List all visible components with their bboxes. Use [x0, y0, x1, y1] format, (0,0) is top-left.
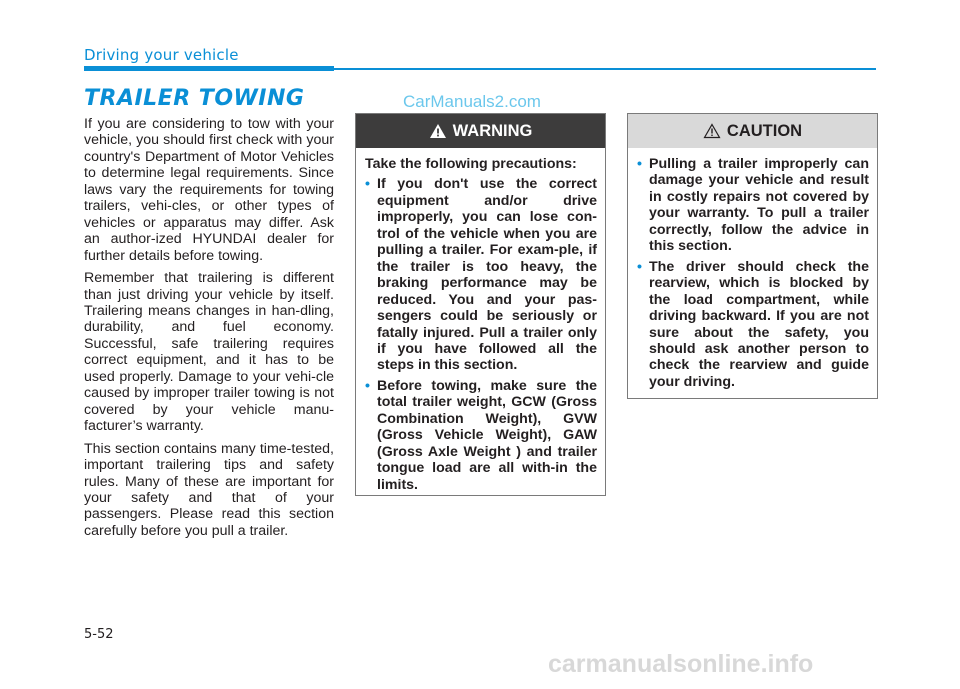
bullet-icon: • — [365, 377, 370, 394]
caution-header — [628, 114, 877, 148]
warning-label: WARNING — [452, 121, 533, 140]
body-paragraph: This section contains many time-tested, important trailering tips and safety rules. Many of these are important for your safety and that of your passengers. Please read this section carefully before you pull a trailer. — [84, 440, 334, 539]
warning-list — [365, 176, 597, 493]
warning-triangle-icon — [429, 123, 447, 139]
warning-item: • Before towing, make sure the total trailer weight, GCW (Gross Combination Weight), GVW (Gross Vehicle Weight), GAW (Gross Axle Weight ) and trailer tongue load are all with-in the limits. — [365, 377, 597, 493]
caution-body — [628, 148, 877, 390]
warning-header — [356, 114, 605, 148]
caution-list — [637, 156, 869, 390]
warning-body — [356, 148, 605, 493]
bullet-icon: • — [365, 176, 370, 193]
header-rule-thick — [84, 66, 334, 71]
caution-item: • The driver should check the rearview, which is blocked by the load compartment, while driving backward. If you are not sure about the safety, you should ask another person to check the rearview and guide your driving. — [637, 258, 869, 390]
page-title: TRAILER TOWING — [84, 86, 305, 111]
caution-item: • Pulling a trailer improperly can damage your vehicle and result in costly repairs not covered by your warranty. To pull a trailer correctly, follow the advice in this section. — [637, 156, 869, 255]
bullet-icon: • — [637, 156, 642, 172]
body-paragraph: Remember that trailering is different than just driving your vehicle by itself. Trailering means changes in han-dling, durability, and fuel economy. Successful, safe trailering requires correct equipment, and it has to be used properly. Damage to your vehi-cle caused by improper trailer towing is not covered by your vehicle manu-facturer’s warranty. — [84, 270, 334, 435]
watermark-top: CarManuals2.com — [403, 92, 541, 111]
caution-triangle-icon — [703, 123, 721, 139]
header-rule-thin — [334, 68, 876, 70]
warning-intro: Take the following precautions: — [365, 156, 577, 172]
warning-item: • If you don't use the correct equipment and/or drive improperly, you can lose con-trol of the vehicle when you are pulling a trailer. For exam-ple, if the trailer is too heavy, the braking performance may be reduced. You and your pas-sengers could be seriously or fatally injured. Pull a trailer only if you have followed all the steps in this section. — [365, 176, 597, 374]
bullet-icon: • — [637, 258, 642, 275]
watermark-bottom: carmanualsonline.info — [548, 650, 814, 678]
warning-box — [355, 113, 606, 496]
body-text-column — [84, 116, 334, 545]
caution-label: CAUTION — [726, 121, 803, 140]
page-number: 5-52 — [84, 627, 114, 642]
section-label: Driving your vehicle — [84, 46, 239, 64]
caution-box — [627, 113, 878, 399]
body-paragraph: If you are considering to tow with your vehicle, you should first check with your country's Department of Motor Vehicles to determine legal requirements. Since laws vary the requirements for towing trailers, vehi-cles, or other types of vehicles or apparatus may differ. Ask an author-ized HYUNDAI dealer for further details before towing. — [84, 116, 334, 264]
